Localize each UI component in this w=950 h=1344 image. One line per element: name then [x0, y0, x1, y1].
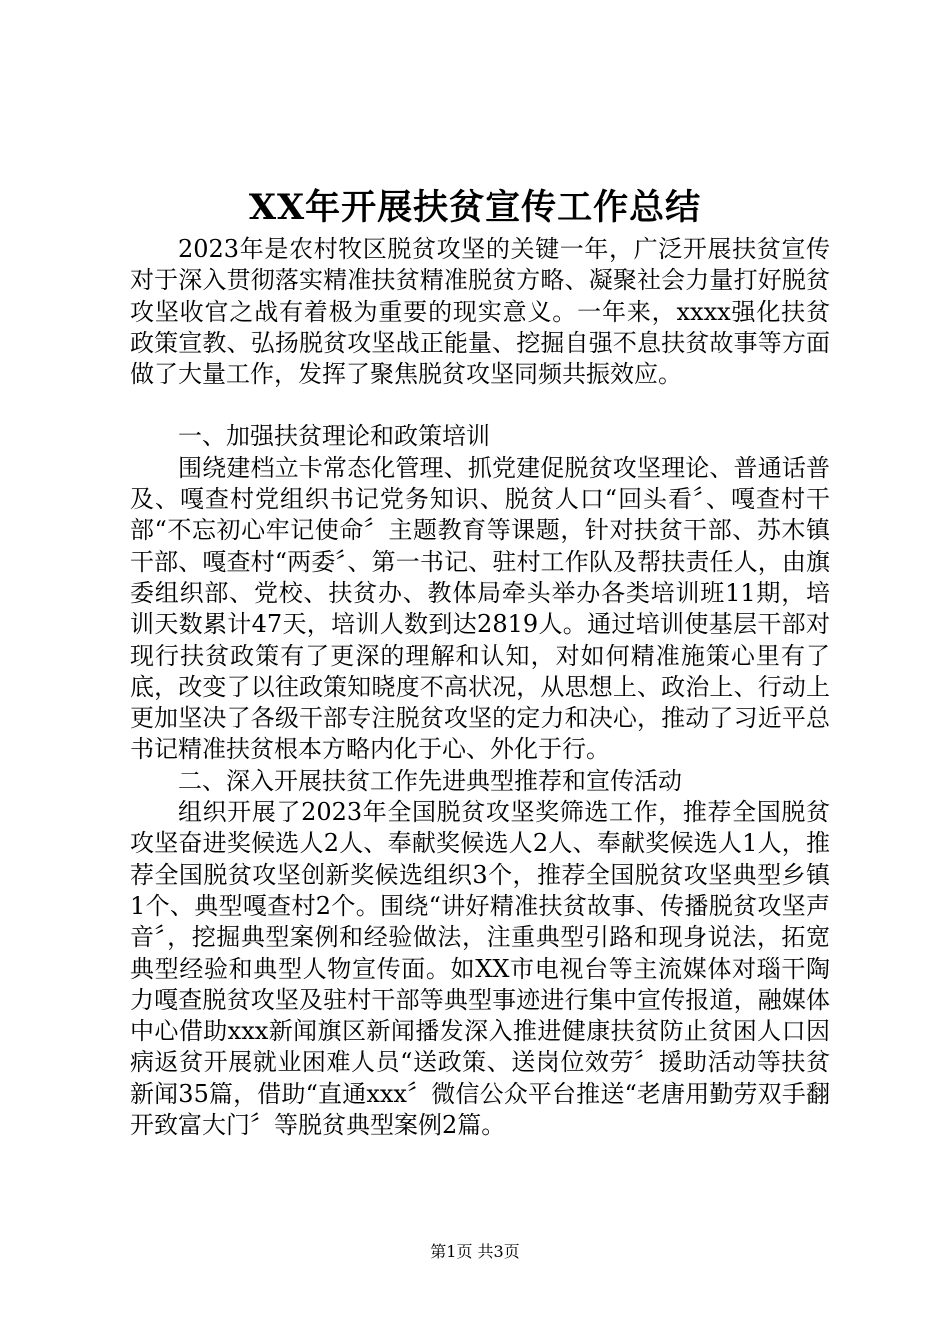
- section-1-paragraph: 围绕建档立卡常态化管理、抓党建促脱贫攻坚理论、普通话普及、嘎查村党组织书记党务知识、脱贫人口“回头看〞、嘎查村干部“不忘初心牢记使命〞主题教育等课题，针对扶贫干部、苏木镇干部、嘎查村“两委〞、第一书记、驻村工作队及帮扶责任人，由旗委组织部、党校、扶贫办、教体局牵头举办各类培训班11期，培训天数累计47天，培训人数到达2819人。通过培训使基层干部对现行扶贫政策有了更深的理解和认知，对如何精准施策心里有了底，改变了以往政策知晓度不高状况，从思想上、政治上、行动上更加坚决了各级干部专注脱贫攻坚的定力和决心，推动了习近平总书记精准扶贫根本方略内化于心、外化于行。: [130, 453, 830, 764]
- section-2-paragraph: 组织开展了2023年全国脱贫攻坚奖筛选工作，推荐全国脱贫攻坚奋进奖候选人2人、奉献奖候选人2人、奉献奖候选人1人，推荐全国脱贫攻坚创新奖候选组织3个，推荐全国脱贫攻坚典型乡镇1个、典型嘎查村2个。围绕“讲好精准扶贫故事、传播脱贫攻坚声音〞，挖掘典型案例和经验做法，注重典型引路和现身说法，拓宽典型经验和典型人物宣传面。如XX市电视台等主流媒体对瑙干陶力嘎查脱贫攻坚及驻村干部等典型事迹进行集中宣传报道，融媒体中心借助xxx新闻旗区新闻播发深入推进健康扶贫防止贫困人口因病返贫开展就业困难人员“送政策、送岗位效劳〞援助活动等扶贫新闻35篇，借助“直通xxx〞微信公众平台推送“老唐用勤劳双手翻开致富大门〞等脱贫典型案例2篇。: [130, 798, 830, 1140]
- section-1-heading: 一、加强扶贫理论和政策培训: [178, 422, 490, 451]
- page-number-footer: 第1页 共3页: [430, 1242, 520, 1261]
- document-title: XX年开展扶贫宣传工作总结: [248, 187, 702, 228]
- intro-paragraph: 2023年是农村牧区脱贫攻坚的关键一年，广泛开展扶贫宣传对于深入贯彻落实精准扶贫精准脱贫方略、凝聚社会力量打好脱贫攻坚收官之战有着极为重要的现实意义。一年来，xxxx强化扶贫政策宣教、弘扬脱贫攻坚战正能量、挖掘自强不息扶贫故事等方面做了大量工作，发挥了聚焦脱贫攻坚同频共振效应。: [130, 235, 830, 389]
- section-2-heading: 二、深入开展扶贫工作先进典型推荐和宣传活动: [178, 766, 682, 795]
- document-body: [130, 234, 830, 1141]
